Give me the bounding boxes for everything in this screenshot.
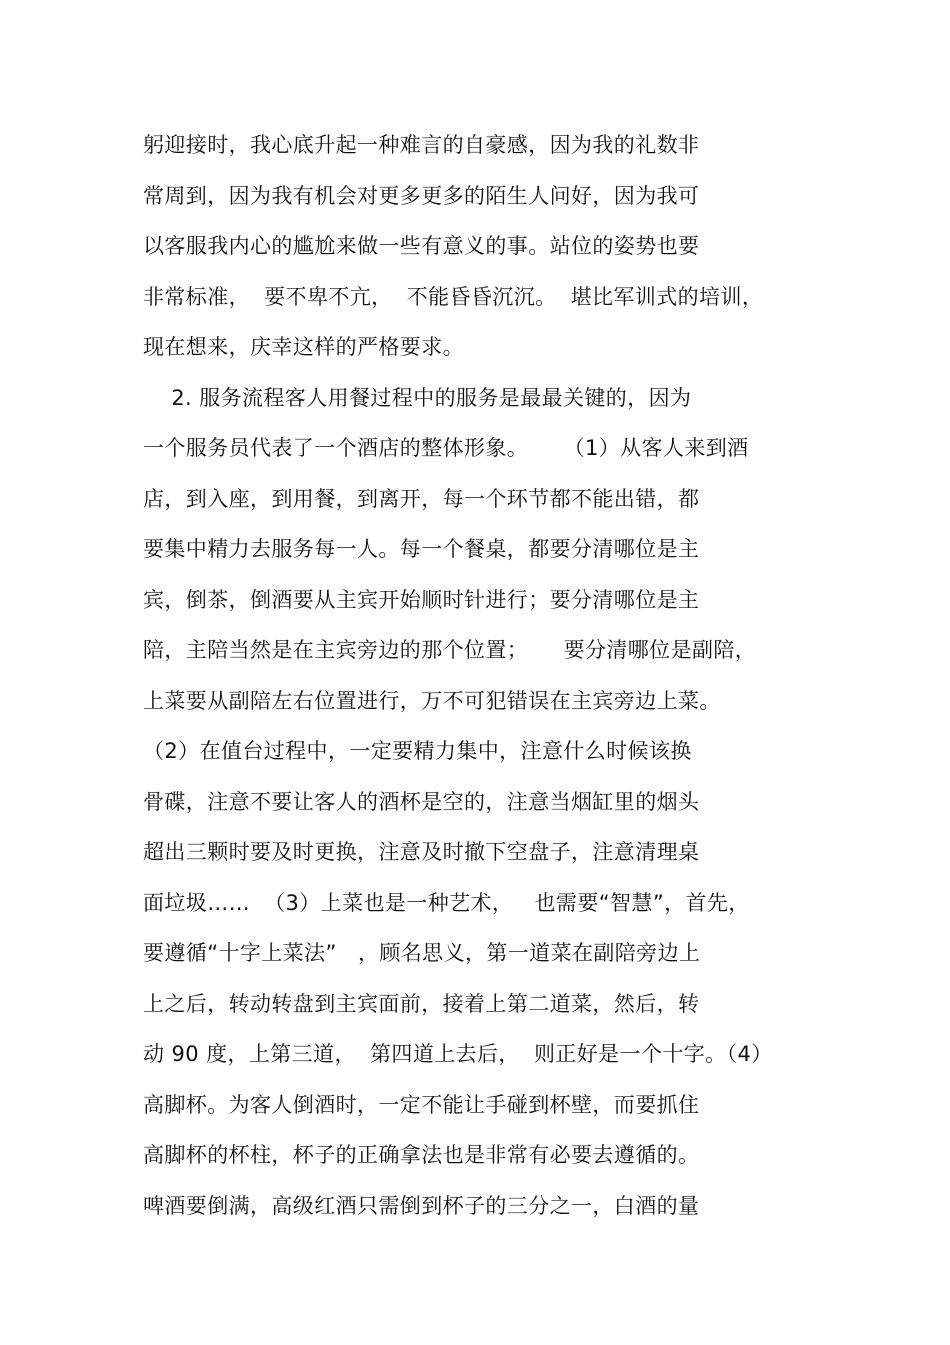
text-line-9: 要集中精力去服务每一人。每一个餐桌，都要分清哪位是主 [143,537,700,561]
text-line-12: 上菜要从副陪左右位置进行，万不可犯错误在主宾旁边上菜。 [143,688,721,713]
text-line-13: （2）在值台过程中，一定要精力集中，注意什么时候该换 [143,739,692,763]
text-line-15: 超出三颗时要及时更换，注意及时撤下空盘子，注意清理桌 [143,840,700,864]
text-line-19: 动 90 度，上第三道， 第四道上去后， 则正好是一个十字。（4） [143,1042,773,1066]
body-text [143,120,823,1231]
text-line-10: 宾，倒茶，倒酒要从主宾开始顺时针进行；要分清哪位是主 [143,587,700,612]
text-line-1: 躬迎接时，我心底升起一种难言的自豪感，因为我的礼数非 [143,133,700,157]
text-line-8: 店，到入座，到用餐，到离开，每一个环节都不能出错，都 [143,486,700,511]
text-line-22: 啤酒要倒满，高级红酒只需倒到杯子的三分之一，白酒的量 [143,1193,700,1218]
text-line-20: 高脚杯。为客人倒酒时，一定不能让手碰到杯壁，而要抓住 [143,1092,700,1117]
text-line-21: 高脚杯的杯柱，杯子的正确拿法也是非常有必要去遵循的。 [143,1143,700,1167]
text-line-7: 一个服务员代表了一个酒店的整体形象。 （1）从客人来到酒 [143,436,749,460]
text-line-16: 面垃圾…… （3）上菜也是一种艺术， 也需要“智慧”，首先， [143,890,750,915]
text-line-3: 以客服我内心的尴尬来做一些有意义的事。站位的姿势也要 [143,234,700,258]
text-line-17: 要遵循“十字上菜法” ，顾名思义，第一道菜在副陪旁边上 [143,941,701,965]
text-line-14: 骨碟，注意不要让客人的酒杯是空的，注意当烟缸里的烟头 [143,789,700,814]
text-line-11: 陪，主陪当然是在主宾旁边的那个位置； 要分清哪位是副陪， [143,638,757,662]
text-line-5: 现在想来，庆幸这样的严格要求。 [143,335,464,359]
text-line-18: 上之后，转动转盘到主宾面前，接着上第二道菜，然后，转 [143,991,700,1016]
text-line-2: 常周到，因为我有机会对更多更多的陌生人问好，因为我可 [143,183,700,208]
text-line-4: 非常标准， 要不卑不亢， 不能昏昏沉沉。 堪比军训式的培训， [143,284,764,309]
text-line-6: 2. 服务流程客人用餐过程中的服务是最最关键的，因为 [143,385,692,410]
